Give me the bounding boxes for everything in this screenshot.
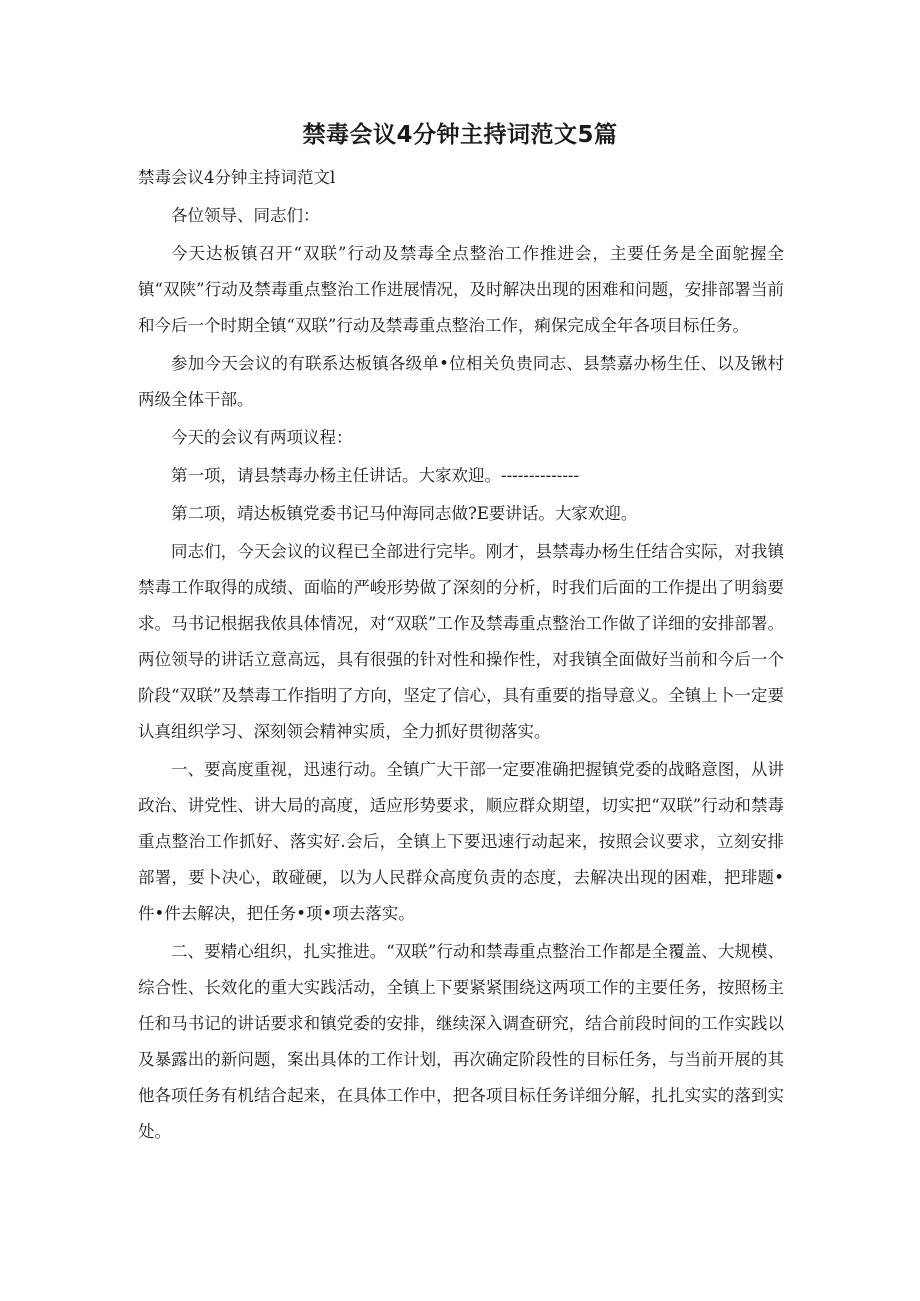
greeting: 各位领导、同志们： bbox=[171, 206, 320, 225]
paragraph-point-1: 一、要高度重视，迅速行动。全镇广大干部一定要准确把握镇党委的战略意图，从讲政治、讲党性、讲大局的高度，适应形势要求，顺应群众期望，切实把“双联”行动和禁毒重点整治工作抓好、落实好.会后，全镇上下要迅速行动起来，按照会议要求，立刻安排部署，要卜决心，敢碰硬，以为人民群众高度负责的态度，去解决出现的困难，把琲题•件•件去解决，把任务•项•项去落实。 bbox=[138, 760, 784, 923]
document-body bbox=[138, 160, 784, 1152]
paragraph-summary: 同志们，今天会议的议程已全部进行完毕。刚才，县禁毒办杨生任结合实际，对我镇禁毒工作取得的成绩、面临的严峻形势做了深刻的分析，时我们后面的工作提出了明翁要求。马书记根据我侬具体情况，对“双联”工作及禁毒重点整治工作做了详细的安排部署。两位领导的讲话立意高远，具有很强的针对性和操作性，对我镇全面做好当前和今后一个阶段“双联”及禁毒工作指明了方向，坚定了信心，具有重要的指导意义。全镇上卜一定要认真组织学习、深刻领会精神实质，全力抓好贯彻落实。 bbox=[138, 542, 784, 741]
paragraph-attendees: 参加今天会议的有联系达板镇各级单•位相关负贵同志、县禁嘉办杨生任、以及锹村两级全体干部。 bbox=[138, 354, 784, 409]
paragraph-point-2: 二、要精心组织，扎实推进。“双联”行动和禁毒重点整治工作都是全覆盖、大规模、综合性、长效化的重大实践活动，全镇上下要紧紧围绕这两项工作的主要任务，按照杨主任和马书记的讲话要求和镇党委的安排，继续深入调查研究，结合前段时间的工作实践以及暴露出的新问题，案出具体的工作计划，再次确定阶段性的目标任务，与当前开展的其他各项任务有机结合起来，在具体工作中，把各项目标任务详细分解，扎扎实实的落到实处。 bbox=[138, 942, 784, 1141]
document-subtitle: 禁毒会议4分钟主持词范文l bbox=[138, 168, 336, 187]
paragraph-purpose: 今天达板镇召开“双联”行动及禁毒全点整治工作推进会，主要任务是全面鸵握全镇“双陕”行动及禁毒重点整治工作进展情况，及时解决出现的困难和问题，安排部署当前和今后一个时期全镇“双联”行动及禁毒重点整治工作，痢保完成全年各项目标任务。 bbox=[138, 244, 784, 335]
paragraph-agenda-item-1: 第一项，请县禁毒办杨主任讲话。大家欢迎。-------------- bbox=[171, 466, 580, 485]
document-title: 禁毒会议4分钟主持词范文5篇 bbox=[302, 122, 618, 148]
paragraph-agenda-item-2: 第二项，靖达板镇党委书记马仲海同志做?E要讲话。大家欢迎。 bbox=[171, 504, 638, 523]
paragraph-agenda-intro: 今天的会议有两项议程： bbox=[171, 428, 353, 447]
